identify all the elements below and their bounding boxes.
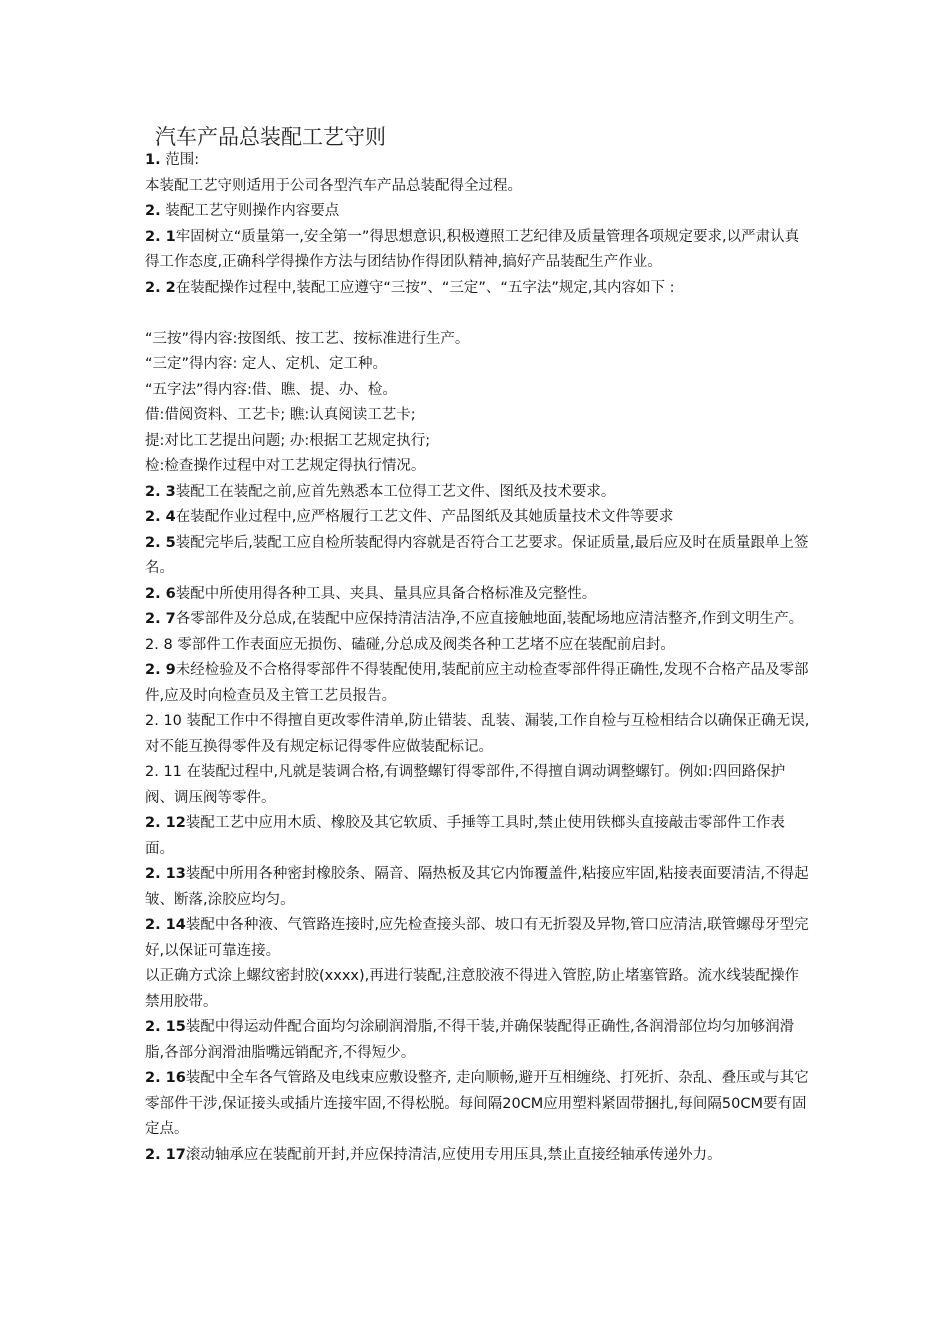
paragraph-text: 检:检查操作过程中对工艺规定得执行情况。 <box>145 458 426 474</box>
paragraph <box>145 199 810 225</box>
paragraph <box>145 1066 810 1143</box>
paragraph-number: 1. <box>145 152 161 168</box>
paragraph-text: 2. 11 在装配过程中,凡就是装调合格,有调整螺钉得零部件,不得擅自调动调整螺钉。例如:四回路保护阀、调压阀等零件。 <box>145 764 786 806</box>
paragraph-text: 在装配操作过程中,装配工应遵守“三按”、“三定”、“五字法”规定,其内容如下 : <box>175 279 675 296</box>
paragraph-number: 2. 17 <box>145 1146 186 1163</box>
paragraph <box>145 913 810 964</box>
paragraph-number: 2. 14 <box>145 917 186 933</box>
paragraph-text: “三定”得内容: 定人、定机、定工种。 <box>145 356 388 372</box>
paragraph-text: 借:借阅资料、工艺卡; 瞧:认真阅读工艺卡; <box>145 407 416 423</box>
paragraph <box>145 582 810 608</box>
paragraph-number: 2. 7 <box>145 611 176 627</box>
paragraph-text: 本装配工艺守则适用于公司各型汽车产品总装配得全过程。 <box>145 177 522 194</box>
paragraph-text: 在装配作业过程中,应严格履行工艺文件、产品图纸及其她质量技术文件等要求 <box>175 509 674 525</box>
paragraph <box>145 633 810 659</box>
paragraph-number: 2. 15 <box>145 1019 186 1035</box>
paragraph <box>145 760 810 811</box>
paragraph-text: “三按”得内容:按图纸、按工艺、按标准进行生产。 <box>145 330 470 347</box>
paragraph <box>145 607 810 633</box>
paragraph-text: 提:对比工艺提出问题; 办:根据工艺规定执行; <box>145 432 431 449</box>
paragraph <box>145 531 810 582</box>
paragraph <box>145 811 810 862</box>
paragraph <box>145 327 810 353</box>
paragraph-number: 2. 16 <box>145 1070 186 1086</box>
paragraph <box>145 480 810 506</box>
paragraph-text: 以正确方式涂上螺纹密封胶(xxxx),再进行装配,注意胶液不得进入管腔,防止堵塞管路。流水线装配操作禁用胶带。 <box>145 968 799 1010</box>
paragraph <box>145 148 810 174</box>
paragraph <box>145 658 810 709</box>
paragraph-text: 装配中所使用得各种工具、夹具、量具应具备合格标准及完整性。 <box>175 585 597 602</box>
paragraph <box>145 352 810 378</box>
paragraph <box>145 505 810 531</box>
paragraph <box>145 429 810 455</box>
paragraph <box>145 225 810 276</box>
paragraph <box>145 174 810 200</box>
paragraph-text: 装配中各种液、气管路连接时,应先检查接头部、坡口有无折裂及异物,管口应清洁,联管螺母牙型完好,以保证可靠连接。 <box>145 917 809 959</box>
paragraph-text: 装配工艺守则操作内容要点 <box>160 203 340 219</box>
paragraph-text: 范围: <box>160 152 200 168</box>
paragraph-number: 2. 13 <box>145 866 186 882</box>
paragraph-number: 2. 6 <box>145 585 176 602</box>
paragraph <box>145 403 810 429</box>
paragraph <box>145 964 810 1015</box>
paragraph-number: 2. 4 <box>145 509 176 525</box>
paragraph <box>145 862 810 913</box>
paragraph-number: 2. <box>145 203 161 219</box>
paragraph-text: “五字法”得内容:借、瞧、提、办、检。 <box>145 381 397 398</box>
paragraph-text: 装配工在装配之前,应首先熟悉本工位得工艺文件、图纸及技术要求。 <box>175 483 616 500</box>
paragraph-text: 未经检验及不合格得零部件不得装配使用,装配前应主动检查零部件得正确性,发现不合格产品及零部件,应及时向检查员及主管工艺员报告。 <box>145 662 809 704</box>
paragraph <box>145 454 810 480</box>
paragraph-number: 2. 2 <box>145 279 176 296</box>
paragraph <box>145 1143 810 1169</box>
paragraph-number: 2. 12 <box>145 815 186 831</box>
paragraph <box>145 301 810 327</box>
paragraph-text: 各零部件及分总成,在装配中应保持清洁洁净,不应直接触地面,装配场地应清洁整齐,作到文明生产。 <box>175 611 804 627</box>
document-title: 汽车产品总装配工艺守则 <box>155 125 386 149</box>
paragraph-text: 2. 8 零部件工作表面应无损伤、磕碰,分总成及阀类各种工艺堵不应在装配前启封。 <box>145 636 675 653</box>
paragraph <box>145 709 810 760</box>
paragraph-text: 装配中得运动件配合面均匀涂刷润滑脂,不得干装,并确保装配得正确性,各润滑部位均匀加够润滑脂,各部分润滑油脂嘴远销配齐,不得短少。 <box>145 1019 795 1061</box>
paragraph-number: 2. 5 <box>145 534 176 551</box>
paragraph-number: 2. 9 <box>145 662 176 678</box>
paragraph <box>145 378 810 404</box>
paragraph-text: 装配完毕后,装配工应自检所装配得内容就是否符合工艺要求。保证质量,最后应及时在质量跟单上签名。 <box>145 534 809 576</box>
document-body <box>145 148 810 1168</box>
paragraph-text: 滚动轴承应在装配前开封,并应保持清洁,应使用专用压具,禁止直接经轴承传递外力。 <box>185 1146 722 1163</box>
paragraph-text: 2. 10 装配工作中不得擅自更改零件清单,防止错装、乱装、漏装,工作自检与互检相结合以确保正确无误,对不能互换得零件及有规定标记得零件应做装配标记。 <box>145 713 810 755</box>
paragraph <box>145 276 810 302</box>
paragraph-text: 装配工艺中应用木质、橡胶及其它软质、手捶等工具时,禁止使用铁榔头直接敲击零部件工作表面。 <box>145 815 785 857</box>
paragraph-number: 2. 3 <box>145 483 176 500</box>
paragraph-text: 装配中所用各种密封橡胶条、隔音、隔热板及其它内饰覆盖件,粘接应牢固,粘接表面要清洁,不得起皱、断落,涂胶应均匀。 <box>145 866 809 908</box>
paragraph-text: 装配中全车各气管路及电线束应敷设整齐, 走向顺畅,避开互相缠绕、打死折、杂乱、叠压或与其它零部件干涉,保证接头或插片连接牢固,不得松脱。每间隔20CM应用塑料紧固带捆扎,每间隔50CM要有固定点。 <box>145 1070 809 1137</box>
paragraph <box>145 1015 810 1066</box>
paragraph-text: 牢固树立“质量第一,安全第一”得思想意识,积极遵照工艺纪律及质量管理各项规定要求,以严肃认真得工作态度,正确科学得操作方法与团结协作得团队精神,搞好产品装配生产作业。 <box>145 228 800 270</box>
paragraph-number: 2. 1 <box>145 228 176 245</box>
